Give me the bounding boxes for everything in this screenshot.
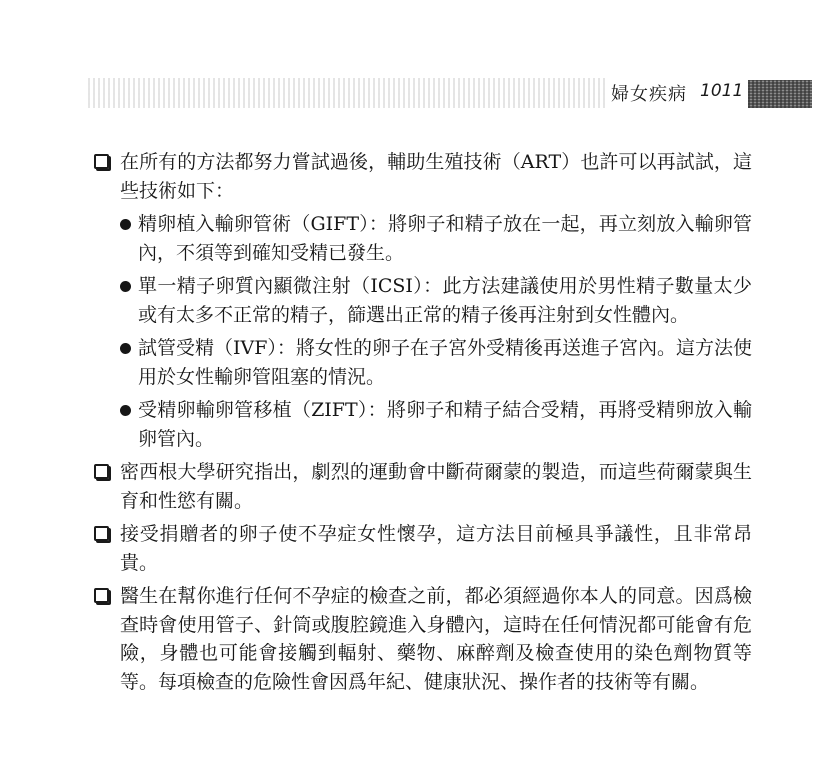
paragraph-text: 接受捐贈者的卵子使不孕症女性懷孕，這方法目前極具爭議性，且非常昂貴。: [120, 523, 752, 574]
checkbox-bullet-icon: [94, 464, 109, 479]
list-item-ivf: [92, 334, 752, 391]
paragraph-text: 醫生在幫你進行任何不孕症的檢查之前，都必須經過你本人的同意。因爲檢查時會使用管子、針筒或腹腔鏡進入身體內，這時在任何情況都可能會有危險，身體也可能會接觸到輻射、藥物、麻醉劑及檢查使用的染色劑物質等等。每項檢查的危險性會因爲年紀、健康狀況、操作者的技術等有關。: [120, 585, 752, 693]
list-item-icsi: [92, 272, 752, 329]
checkbox-paragraph-donor-eggs: [92, 520, 752, 577]
technique-list: [92, 210, 752, 453]
checkbox-bullet-icon: [94, 526, 109, 541]
list-item-zift: [92, 396, 752, 453]
paragraph-text: 密西根大學研究指出，劇烈的運動會中斷荷爾蒙的製造，而這些荷爾蒙與生育和性慾有關。: [120, 461, 752, 512]
checkbox-paragraph-art: [92, 148, 752, 205]
bullet-dot-icon: [120, 281, 131, 292]
page-body: [92, 148, 752, 701]
list-item-text: 試管受精（IVF）：將女性的卵子在子宮外受精後再送進子宮內。這方法使用於女性輸卵管阻塞的情況。: [138, 337, 752, 388]
list-item-text: 精卵植入輸卵管術（GIFT）：將卵子和精子放在一起，再立刻放入輸卵管內，不須等到確知受精已發生。: [138, 213, 752, 264]
page-number: 1011: [700, 81, 744, 101]
running-header-section-title: 婦女疾病: [611, 84, 687, 105]
checkbox-bullet-icon: [94, 588, 109, 603]
bullet-dot-icon: [120, 219, 131, 230]
bullet-dot-icon: [120, 405, 131, 416]
list-item-text: 受精卵輸卵管移植（ZIFT）：將卵子和精子結合受精，再將受精卵放入輸卵管內。: [138, 399, 752, 450]
running-header-scan-noise: [88, 78, 608, 108]
chapter-thumb-tab: [748, 80, 812, 108]
checkbox-paragraph-exercise: [92, 458, 752, 515]
list-item-text: 單一精子卵質內顯微注射（ICSI）：此方法建議使用於男性精子數量太少或有太多不正常的精子，篩選出正常的精子後再注射到女性體內。: [138, 275, 752, 326]
checkbox-bullet-icon: [94, 154, 109, 169]
list-item-gift: [92, 210, 752, 267]
checkbox-paragraph-consent: [92, 582, 752, 696]
paragraph-text: 在所有的方法都努力嘗試過後，輔助生殖技術（ART）也許可以再試試，這些技術如下：: [120, 151, 752, 202]
bullet-dot-icon: [120, 343, 131, 354]
